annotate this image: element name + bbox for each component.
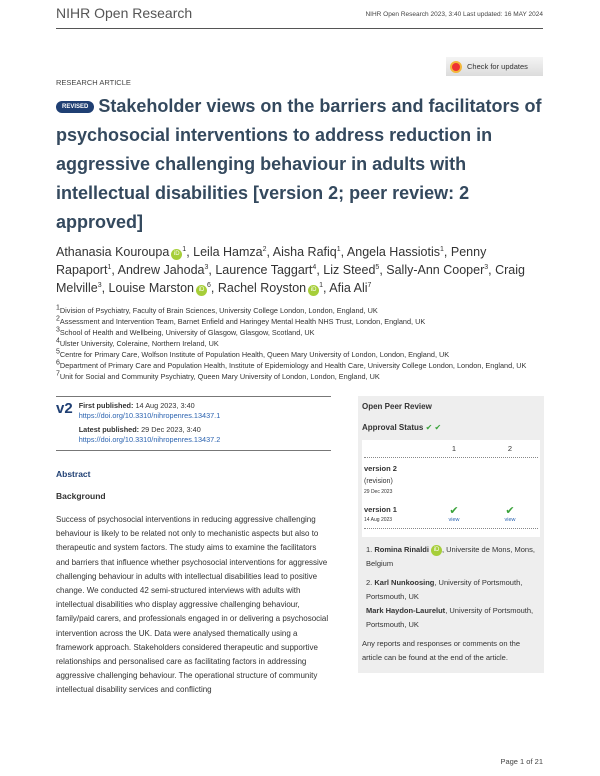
page-number: Page 1 of 21 [500,757,543,766]
article-front-matter [56,78,544,698]
affiliation-number: 7 [56,370,60,378]
affiliation: $^2$Assessment and Intervention Team, Barnet Enfield and Haringey Mental Health NHS Trust, London, England, UK [56,315,426,326]
author[interactable]: Aisha Rafiq [272,245,337,259]
affiliation: $^3$School of Health and Wellbeing, University of Glasgow, Glasgow, Scotland, UK [56,326,315,337]
author[interactable]: Andrew Jahoda [117,263,205,277]
view-report-1-link[interactable]: view [448,516,460,523]
reviewer-name[interactable]: Karl Nunkoosing [374,578,435,587]
first-published-label: First published: [78,401,134,410]
first-published-date: 14 Aug 2023, 3:40 [135,401,195,410]
latest-published-date: 29 Dec 2023, 3:40 [141,425,201,434]
latest-published-label: Latest published: [78,425,140,434]
affiliation-number: 5 [56,348,60,356]
affiliation-marker: 6 [207,281,211,289]
affiliation: $^7$Unit for Social and Community Psychiatry, Queen Mary University of London, London, England, UK [56,370,380,381]
publication-info [79,401,221,445]
affiliation: $^6$Department of Primary Care and Population Health, Institute of Epidemiology and Health Care, University College London, London, England, UK [56,359,527,370]
reviewer-affiliation: , University of Portsmouth, Portsmouth, UK [366,606,534,629]
version-1-label: version 1 [364,505,397,514]
article-title [56,92,544,237]
left-column [56,396,331,698]
reviewer-number: 2. [366,578,373,587]
reviewer-item [362,576,540,632]
affiliation: $^1$Division of Psychiatry, Faculty of Brain Sciences, University College London, London, England, UK [56,304,378,315]
two-column-body [56,396,544,698]
divider [364,457,538,458]
affiliation-marker: 1 [336,245,341,253]
affiliation: $^4$Ulster University, Coleraine, Northern Ireland, UK [56,337,219,348]
approval-check-icons: ✔ ✔ [425,423,442,432]
view-report-2-link[interactable]: view [504,516,516,523]
affiliation-marker: 3 [204,263,209,271]
abstract-heading: Abstract [56,469,91,479]
affiliation-marker: 5 [375,263,380,271]
revised-badge: REVISED [56,101,94,113]
affiliation-marker: 1 [440,245,444,253]
affiliation-marker: 3 [484,263,489,271]
affiliation: $^5$Centre for Primary Care, Wolfson Institute of Population Health, Queen Mary University of London, London, England, UK [56,348,450,359]
header-rule [56,28,543,29]
affiliation-number: 4 [56,337,60,345]
author[interactable]: Afia Ali [329,281,368,295]
revision-note: (revision) [364,478,393,485]
version-2-label: version 2 [364,464,397,473]
author[interactable]: Sally-Ann Cooper [386,263,485,277]
affiliation-marker: 2 [262,245,267,253]
affiliation-marker: 4 [312,263,317,271]
citation-header: NIHR Open Research 2023, 3:40 Last updated: 16 MAY 2024 [365,11,543,18]
abstract-text: Success of psychosocial interventions in reducing aggressive challenging behaviour is likely to be related not only to mechanistic aspects but also to therapeutic and system factors. The study aims to examine the facilitators and barriers that influence whether psychosocial interventions for aggressive challenging behaviour in adults with intellectual disabilities lead to positive change. We conducted 42 semi-structured interviews with adults with intellectual disabilities who display aggressive challenging behaviour, family/paid carers, and professionals engaged in or delivering a psychosocial intervention across the UK. Data were analysed thematically using a framework approach. Stakeholders considered therapeutic and supportive relationships and personalised care as facilitating factors in addressing aggressive challenging behaviour. The operational structure of community intellectual disability services and conflicting [56,515,329,695]
article-type: RESEARCH ARTICLE [56,78,131,87]
orcid-icon[interactable]: iD [308,285,319,296]
doi-link-v2[interactable]: https://doi.org/10.3310/nihropenres.13437.2 [78,435,221,444]
reviewer-number: 1. [366,545,373,554]
check-updates-label: Check for updates [467,62,528,71]
author[interactable]: Leila Hamza [193,245,263,259]
reviewer-name[interactable]: Romina Rinaldi [374,545,429,554]
author[interactable]: Liz Steed [323,263,376,277]
affiliations [56,305,544,382]
affiliation-marker: 7 [367,281,372,289]
title-text: Stakeholder views on the barriers and facilitators of psychosocial interventions to address reduction in aggressive challenging behaviour in adults with intellectual disabilities [version 2; peer review: 2 approved] [56,96,542,232]
reviewer-item [362,543,540,571]
divider [364,528,538,529]
orcid-icon[interactable]: iD [431,545,442,556]
approved-check-icon: ✔ [505,504,515,517]
review-table [362,440,540,537]
reviewer-list [362,543,540,665]
affiliation-marker: 1 [182,245,187,253]
col-header-2: 2 [507,444,513,453]
reviewer-affiliation: , University of Portsmouth, Portsmouth, UK [366,578,523,601]
reviewer-affiliation: , Universite de Mons, Mons, Belgium [366,545,535,568]
author[interactable]: Athanasia Kouroupa [56,245,170,259]
check-for-updates-button[interactable] [446,57,543,76]
open-peer-review-heading: Open Peer Review [362,402,432,411]
background-heading: Background [56,491,106,501]
author[interactable]: Angela Hassiotis [346,245,441,259]
orcid-icon[interactable]: iD [196,285,207,296]
author[interactable]: Craig Melville [56,263,525,295]
affiliation-number: 3 [56,326,60,334]
review-footnote: Any reports and responses or comments on the article can be found at the end of the article. [362,639,520,662]
approval-status [362,422,540,434]
doi-link-v1[interactable]: https://doi.org/10.3310/nihropenres.13437.1 [78,411,221,420]
author-list: Athanasia Kouroupa $iD^1$, Leila Hamza$^2$, Aisha Rafiq$^1$, Angela Hassiotis$^1$, Penny Rapaport$^1$, Andrew Jahoda$^3$, Laurence Taggart$^4$, Liz Steed$^5$, Sally-Ann Cooper$^3$, Craig Melville$^3$, Louise Marston $iD^6$, Rachel Royston $iD^1$, Afia Ali$^7$ [56,245,525,295]
crossmark-icon [450,61,462,73]
version-block [56,396,331,451]
version-label: v2 [56,400,73,417]
author[interactable]: Laurence Taggart [215,263,313,277]
version-2-date: 29 Dec 2023 [364,489,393,495]
affiliation-marker: 3 [97,281,102,289]
version-1-date: 14 Aug 2023 [364,517,393,523]
approval-status-label: Approval Status [362,423,424,432]
author[interactable]: Louise Marston [108,281,195,295]
reviewer-name[interactable]: Mark Haydon-Laurelut [366,606,446,615]
affiliation-number: 2 [56,315,60,323]
open-peer-review-panel [358,396,544,673]
affiliation-marker: 1 [107,263,112,271]
orcid-icon[interactable]: iD [171,249,182,260]
affiliation-number: 6 [56,359,60,367]
approved-check-icon: ✔ [449,504,459,517]
author[interactable]: Penny Rapaport [56,245,487,277]
col-header-1: 1 [451,444,457,453]
affiliation-marker: 1 [319,281,324,289]
journal-name: NIHR Open Research [56,5,193,21]
affiliation-number: 1 [56,304,60,312]
author[interactable]: Rachel Royston [217,281,307,295]
